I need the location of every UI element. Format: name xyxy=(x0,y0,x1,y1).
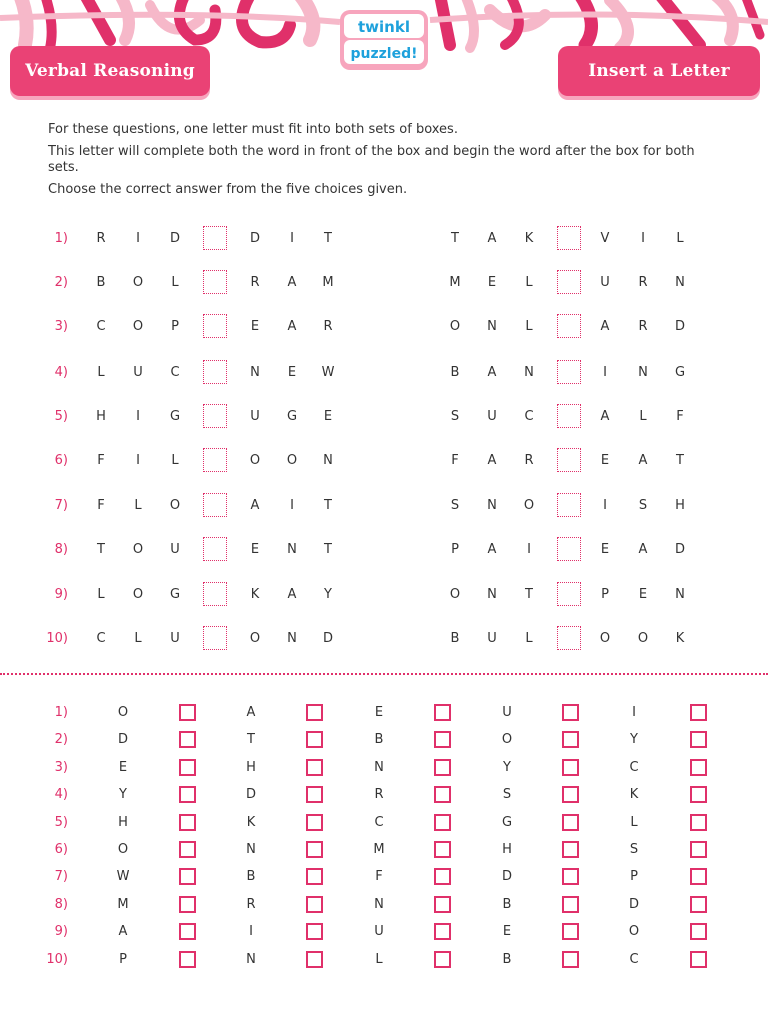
answer-choice-letter: K xyxy=(629,787,639,803)
word-letter: O xyxy=(523,498,535,513)
word-letter: H xyxy=(675,498,685,513)
word-letter: U xyxy=(487,631,497,646)
word-letter: N xyxy=(638,365,648,380)
word-letter: L xyxy=(134,631,142,646)
word-letter: E xyxy=(638,587,648,602)
missing-letter-box[interactable] xyxy=(557,360,581,384)
word-letter: W xyxy=(321,365,335,380)
word-letter: T xyxy=(324,231,332,246)
answer-choice-letter: U xyxy=(502,705,512,720)
answer-checkbox[interactable] xyxy=(434,814,451,831)
word-letter: N xyxy=(287,542,297,557)
word-letter: O xyxy=(637,631,649,646)
answer-checkbox[interactable] xyxy=(179,896,196,913)
word-letter: O xyxy=(449,587,461,602)
word-letter: Y xyxy=(324,587,332,602)
answer-choice-letter: I xyxy=(249,924,253,940)
word-letter: N xyxy=(487,319,497,334)
missing-letter-box[interactable] xyxy=(203,360,227,384)
answer-checkbox[interactable] xyxy=(562,923,579,940)
section-divider xyxy=(0,673,768,675)
answer-checkbox[interactable] xyxy=(179,841,196,858)
word-letter: K xyxy=(675,631,685,646)
answer-checkbox[interactable] xyxy=(306,759,323,776)
answer-checkbox[interactable] xyxy=(306,786,323,803)
word-letter: N xyxy=(524,365,534,380)
answer-row xyxy=(0,758,768,785)
missing-letter-box[interactable] xyxy=(557,270,581,294)
word-letter: O xyxy=(132,319,144,334)
word-letter: N xyxy=(487,498,497,513)
word-letter: A xyxy=(250,498,260,513)
word-letter: T xyxy=(525,587,533,602)
word-letter: P xyxy=(451,542,459,557)
answer-checkbox[interactable] xyxy=(179,868,196,885)
answer-choice-letter: K xyxy=(246,814,256,830)
word-letter: D xyxy=(322,631,333,646)
missing-letter-box[interactable] xyxy=(203,626,227,650)
answer-choice-letter: E xyxy=(374,705,384,720)
instructions xyxy=(48,122,728,204)
answer-row xyxy=(0,840,768,867)
word-letter: N xyxy=(487,587,497,602)
word-letter: S xyxy=(450,498,460,513)
answer-checkbox[interactable] xyxy=(562,868,579,885)
word-letter: R xyxy=(96,231,106,246)
twinkl-puzzled-logo xyxy=(338,10,430,70)
missing-letter-box[interactable] xyxy=(557,314,581,338)
answer-choice-letter: O xyxy=(117,705,129,720)
word-letter: T xyxy=(676,453,684,468)
word-letter: U xyxy=(600,275,610,290)
logo-bottom-text: puzzled! xyxy=(350,46,418,62)
answer-choice-letter: M xyxy=(117,896,129,912)
question-row xyxy=(0,447,768,475)
word-letter: A xyxy=(487,231,497,246)
missing-letter-box[interactable] xyxy=(203,582,227,606)
instruction-1: For these questions, one letter must fit into both sets of boxes. xyxy=(48,122,458,137)
answer-checkbox[interactable] xyxy=(690,896,707,913)
answer-choice-letter: Y xyxy=(630,732,638,748)
word-letter: A xyxy=(600,319,610,334)
word-letter: L xyxy=(171,453,179,468)
word-letter: H xyxy=(96,409,106,424)
word-letter: A xyxy=(600,409,610,424)
answer-choice-letter: R xyxy=(246,896,256,912)
answer-checkbox[interactable] xyxy=(562,841,579,858)
missing-letter-box[interactable] xyxy=(557,537,581,561)
answer-choice-letter: W xyxy=(116,869,130,885)
title-pill-right xyxy=(558,46,760,96)
word-letter: S xyxy=(450,409,460,424)
answer-checkbox[interactable] xyxy=(179,951,196,968)
question-number: 8) xyxy=(54,542,68,557)
word-letter: E xyxy=(600,453,610,468)
question-number: 4) xyxy=(54,365,68,380)
answer-row xyxy=(0,785,768,812)
answer-choice-letter: L xyxy=(630,814,638,830)
answer-checkbox[interactable] xyxy=(690,841,707,858)
word-letter: O xyxy=(132,542,144,557)
answer-choice-letter: Y xyxy=(503,759,511,775)
question-number: 1) xyxy=(54,231,68,246)
word-letter: U xyxy=(133,365,143,380)
answer-choice-letter: P xyxy=(630,869,638,885)
word-letter: T xyxy=(324,498,332,513)
answer-checkbox[interactable] xyxy=(179,704,196,721)
word-letter: O xyxy=(599,631,611,646)
answer-checkbox[interactable] xyxy=(434,786,451,803)
answer-choice-letter: H xyxy=(118,814,128,830)
question-row xyxy=(0,581,768,609)
question-row xyxy=(0,269,768,297)
answer-row xyxy=(0,703,768,730)
answer-number: 7) xyxy=(54,869,68,885)
question-number: 10) xyxy=(46,631,68,646)
missing-letter-box[interactable] xyxy=(557,448,581,472)
missing-letter-box[interactable] xyxy=(557,582,581,606)
word-letter: I xyxy=(136,453,140,468)
answer-choice-letter: B xyxy=(502,896,512,912)
answer-choice-letter: F xyxy=(375,869,383,885)
answer-number: 4) xyxy=(54,787,68,803)
answer-choice-letter: M xyxy=(373,842,385,857)
word-letter: P xyxy=(171,319,179,334)
question-row xyxy=(0,492,768,520)
word-letter: O xyxy=(249,631,261,646)
answer-checkbox[interactable] xyxy=(690,759,707,776)
answer-choice-letter: N xyxy=(246,951,256,967)
answer-checkbox[interactable] xyxy=(306,951,323,968)
answer-choice-letter: D xyxy=(628,896,639,912)
word-letter: L xyxy=(171,275,179,290)
answer-checkbox[interactable] xyxy=(562,731,579,748)
answer-choice-letter: B xyxy=(246,869,256,885)
word-letter: D xyxy=(674,319,685,334)
answer-choice-letter: A xyxy=(246,705,256,720)
answer-checkbox[interactable] xyxy=(179,786,196,803)
word-letter: P xyxy=(601,587,609,602)
answer-choice-letter: B xyxy=(502,951,512,967)
answer-checkbox[interactable] xyxy=(434,841,451,858)
word-letter: F xyxy=(676,409,684,424)
answer-choice-letter: H xyxy=(502,842,512,857)
answer-choice-letter: B xyxy=(374,732,384,748)
word-letter: N xyxy=(675,275,685,290)
word-letter: R xyxy=(323,319,333,334)
word-letter: L xyxy=(525,631,533,646)
answer-checkbox[interactable] xyxy=(434,731,451,748)
answer-choice-letter: C xyxy=(374,814,384,830)
answer-choice-letter: T xyxy=(247,732,255,748)
missing-letter-box[interactable] xyxy=(203,404,227,428)
missing-letter-box[interactable] xyxy=(203,270,227,294)
answer-choice-letter: Y xyxy=(119,787,127,803)
question-row xyxy=(0,536,768,564)
answer-choice-letter: R xyxy=(374,787,384,803)
answer-choice-letter: A xyxy=(118,924,128,940)
missing-letter-box[interactable] xyxy=(203,448,227,472)
word-letter: I xyxy=(290,498,294,513)
missing-letter-box[interactable] xyxy=(557,493,581,517)
answer-checkbox[interactable] xyxy=(690,951,707,968)
word-letter: U xyxy=(487,409,497,424)
question-row xyxy=(0,403,768,431)
answer-number: 8) xyxy=(54,896,68,912)
answer-number: 5) xyxy=(54,814,68,830)
answer-row xyxy=(0,867,768,894)
title-pill-left xyxy=(10,46,210,96)
answer-checkbox[interactable] xyxy=(690,868,707,885)
word-letter: D xyxy=(674,542,685,557)
word-letter: I xyxy=(603,498,607,513)
word-letter: O xyxy=(286,453,298,468)
word-letter: A xyxy=(638,453,648,468)
word-letter: G xyxy=(286,409,298,424)
word-letter: L xyxy=(676,231,684,246)
word-letter: I xyxy=(603,365,607,380)
answer-checkbox[interactable] xyxy=(562,814,579,831)
word-letter: G xyxy=(674,365,686,380)
word-letter: A xyxy=(287,587,297,602)
answer-choice-letter: O xyxy=(501,732,513,748)
answer-checkbox[interactable] xyxy=(306,896,323,913)
instruction-2: This letter will complete both the word in front of the box and begin the word after the box for both sets. xyxy=(48,144,695,175)
word-letter: L xyxy=(525,319,533,334)
word-letter: G xyxy=(169,409,181,424)
word-letter: N xyxy=(323,453,333,468)
answer-checkbox[interactable] xyxy=(179,814,196,831)
question-row xyxy=(0,359,768,387)
answer-choice-letter: S xyxy=(502,787,512,803)
word-letter: A xyxy=(487,365,497,380)
answer-checkbox[interactable] xyxy=(306,814,323,831)
word-letter: O xyxy=(132,587,144,602)
question-row xyxy=(0,625,768,653)
word-letter: T xyxy=(324,542,332,557)
answer-choice-letter: D xyxy=(245,787,256,803)
answer-choice-letter: P xyxy=(119,951,127,967)
answer-row xyxy=(0,922,768,949)
word-letter: B xyxy=(450,631,460,646)
answer-checkbox[interactable] xyxy=(306,704,323,721)
word-letter: U xyxy=(250,409,260,424)
answer-choice-letter: C xyxy=(629,951,639,967)
answer-number: 6) xyxy=(54,842,68,857)
answer-checkbox[interactable] xyxy=(690,923,707,940)
missing-letter-box[interactable] xyxy=(203,537,227,561)
answer-choice-letter: O xyxy=(117,842,129,857)
word-letter: A xyxy=(287,319,297,334)
word-letter: K xyxy=(250,587,260,602)
answer-row xyxy=(0,950,768,977)
word-letter: F xyxy=(451,453,459,468)
answer-checkbox[interactable] xyxy=(562,951,579,968)
word-letter: L xyxy=(97,587,105,602)
question-number: 9) xyxy=(54,587,68,602)
word-letter: C xyxy=(170,365,180,380)
word-letter: N xyxy=(675,587,685,602)
answer-choice-letter: D xyxy=(117,732,128,748)
question-number: 3) xyxy=(54,319,68,334)
answer-number: 2) xyxy=(54,732,68,748)
answer-choice-letter: N xyxy=(374,896,384,912)
answer-checkbox[interactable] xyxy=(690,786,707,803)
word-letter: E xyxy=(250,542,260,557)
answer-checkbox[interactable] xyxy=(562,896,579,913)
answer-checkbox[interactable] xyxy=(179,923,196,940)
word-letter: N xyxy=(287,631,297,646)
question-row xyxy=(0,225,768,253)
word-letter: G xyxy=(169,587,181,602)
answer-choice-letter: E xyxy=(118,759,128,775)
answer-checkbox[interactable] xyxy=(434,896,451,913)
word-letter: L xyxy=(639,409,647,424)
answer-choice-letter: H xyxy=(246,759,256,775)
word-letter: F xyxy=(97,453,105,468)
answer-checkbox[interactable] xyxy=(562,704,579,721)
word-letter: E xyxy=(287,365,297,380)
word-letter: T xyxy=(97,542,105,557)
answer-row xyxy=(0,813,768,840)
missing-letter-box[interactable] xyxy=(557,404,581,428)
word-letter: O xyxy=(169,498,181,513)
answer-row xyxy=(0,730,768,757)
word-letter: C xyxy=(96,319,106,334)
missing-letter-box[interactable] xyxy=(203,314,227,338)
answer-number: 9) xyxy=(54,924,68,940)
answer-checkbox[interactable] xyxy=(306,868,323,885)
word-letter: O xyxy=(132,275,144,290)
word-letter: E xyxy=(600,542,610,557)
answer-checkbox[interactable] xyxy=(434,951,451,968)
missing-letter-box[interactable] xyxy=(203,493,227,517)
worksheet-title: Insert a Letter xyxy=(558,46,760,96)
answer-choice-letter: D xyxy=(501,869,512,885)
word-letter: L xyxy=(134,498,142,513)
question-row xyxy=(0,313,768,341)
missing-letter-box[interactable] xyxy=(557,226,581,250)
word-letter: R xyxy=(250,275,260,290)
answer-choice-letter: U xyxy=(374,924,384,940)
word-letter: R xyxy=(524,453,534,468)
word-letter: U xyxy=(170,542,180,557)
answer-number: 3) xyxy=(54,759,68,775)
answer-checkbox[interactable] xyxy=(434,868,451,885)
answer-choice-letter: C xyxy=(629,759,639,775)
word-letter: E xyxy=(323,409,333,424)
logo-top-text: twinkl xyxy=(358,18,410,36)
word-letter: I xyxy=(136,409,140,424)
word-letter: R xyxy=(638,319,648,334)
word-letter: B xyxy=(450,365,460,380)
word-letter: O xyxy=(249,453,261,468)
answer-checkbox[interactable] xyxy=(434,759,451,776)
answer-checkbox[interactable] xyxy=(690,731,707,748)
word-letter: A xyxy=(487,453,497,468)
word-letter: L xyxy=(525,275,533,290)
word-letter: U xyxy=(170,631,180,646)
word-letter: A xyxy=(487,542,497,557)
word-letter: K xyxy=(524,231,534,246)
word-letter: R xyxy=(638,275,648,290)
word-letter: C xyxy=(524,409,534,424)
word-letter: E xyxy=(487,275,497,290)
answer-choice-letter: I xyxy=(632,705,636,720)
word-letter: T xyxy=(451,231,459,246)
answer-choice-letter: G xyxy=(501,814,513,830)
answer-choice-letter: L xyxy=(375,951,383,967)
word-letter: O xyxy=(449,319,461,334)
section-title: Verbal Reasoning xyxy=(10,46,210,96)
word-letter: D xyxy=(169,231,180,246)
answer-choice-letter: O xyxy=(628,924,640,940)
word-letter: L xyxy=(97,365,105,380)
instruction-3: Choose the correct answer from the five choices given. xyxy=(48,182,408,197)
answer-checkbox[interactable] xyxy=(306,731,323,748)
word-letter: B xyxy=(96,275,106,290)
word-letter: M xyxy=(322,275,334,290)
answer-choice-letter: E xyxy=(502,924,512,940)
answer-checkbox[interactable] xyxy=(179,731,196,748)
missing-letter-box[interactable] xyxy=(557,626,581,650)
answer-checkbox[interactable] xyxy=(434,923,451,940)
answer-checkbox[interactable] xyxy=(179,759,196,776)
word-letter: I xyxy=(527,542,531,557)
answer-checkbox[interactable] xyxy=(562,759,579,776)
word-letter: E xyxy=(250,319,260,334)
answer-checkbox[interactable] xyxy=(690,814,707,831)
answer-choice-letter: N xyxy=(374,759,384,775)
word-letter: A xyxy=(287,275,297,290)
word-letter: I xyxy=(136,231,140,246)
missing-letter-box[interactable] xyxy=(203,226,227,250)
answer-row xyxy=(0,895,768,922)
answer-number: 10) xyxy=(46,951,68,967)
word-letter: N xyxy=(250,365,260,380)
word-letter: M xyxy=(449,275,461,290)
word-letter: D xyxy=(249,231,260,246)
word-letter: C xyxy=(96,631,106,646)
question-number: 7) xyxy=(54,498,68,513)
answer-checkbox[interactable] xyxy=(306,923,323,940)
question-number: 2) xyxy=(54,275,68,290)
answer-checkbox[interactable] xyxy=(690,704,707,721)
word-letter: S xyxy=(638,498,648,513)
answer-checkbox[interactable] xyxy=(562,786,579,803)
word-letter: A xyxy=(638,542,648,557)
word-letter: I xyxy=(290,231,294,246)
word-letter: V xyxy=(600,231,610,246)
answer-number: 1) xyxy=(54,705,68,720)
question-number: 5) xyxy=(54,409,68,424)
answer-choice-letter: S xyxy=(629,842,639,857)
word-letter: F xyxy=(97,498,105,513)
question-number: 6) xyxy=(54,453,68,468)
answer-checkbox[interactable] xyxy=(306,841,323,858)
answer-choice-letter: N xyxy=(246,842,256,857)
word-letter: I xyxy=(641,231,645,246)
answer-checkbox[interactable] xyxy=(434,704,451,721)
